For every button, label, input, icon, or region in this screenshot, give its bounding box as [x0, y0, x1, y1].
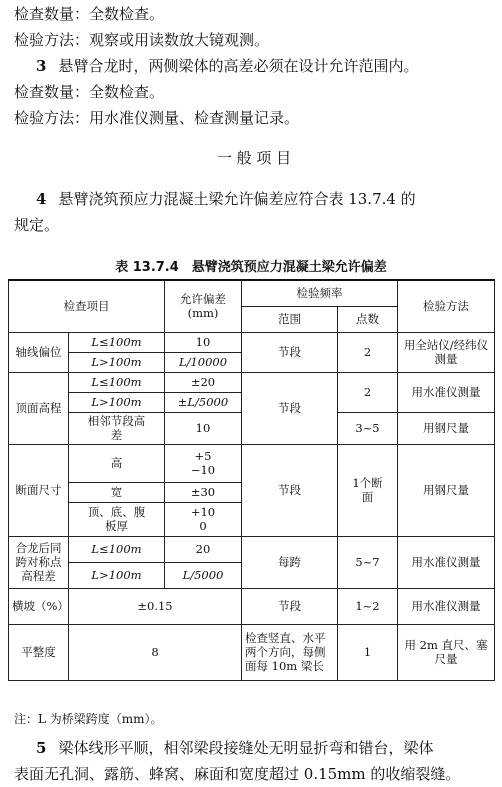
- row-points: 5~7: [338, 536, 398, 588]
- row-value: 20: [165, 536, 242, 562]
- item-number: 3: [36, 57, 47, 75]
- row-condition: L≤100m: [69, 536, 165, 562]
- table-header-row: [9, 280, 495, 306]
- table-row: [9, 536, 495, 562]
- header-method: 检验方法: [398, 280, 495, 332]
- text-line: 检查数量：全数检查。: [14, 5, 165, 23]
- header-tolerance: 允许偏差 (mm): [165, 280, 242, 332]
- row-condition: L≤100m: [69, 372, 165, 392]
- row-value: L/10000: [165, 352, 242, 372]
- row-method: 用水准仪测量: [398, 536, 495, 588]
- row-points: 1: [338, 624, 398, 680]
- text-line: 表面无孔洞、露筋、蜂窝、麻面和宽度超过 0.15mm 的收缩裂缝。: [14, 765, 461, 783]
- text-line: 检查数量：全数检查。: [14, 83, 165, 101]
- table-note: 注：L 为桥梁跨度（mm）。: [14, 712, 163, 726]
- header-item: 检查项目: [9, 280, 165, 332]
- row-value: +5 −10: [165, 444, 242, 482]
- item-number: 5: [36, 739, 47, 757]
- row-condition: 高: [69, 444, 165, 482]
- row-condition: 宽: [69, 482, 165, 502]
- row-scope: 节段: [242, 332, 338, 372]
- row-method: 用全站仪/经纬仪测量: [398, 332, 495, 372]
- table-row: [9, 588, 495, 624]
- row-value: ±0.15: [69, 588, 242, 624]
- row-method: 用水准仪测量: [398, 372, 495, 412]
- row-condition: L>100m: [69, 392, 165, 412]
- text-line: [14, 738, 494, 758]
- text-line: [14, 56, 494, 76]
- row-name: 平整度: [9, 624, 69, 680]
- row-condition: L≤100m: [69, 332, 165, 352]
- text-line: [14, 189, 494, 209]
- header-points: 点数: [338, 306, 398, 332]
- row-value: 10: [165, 412, 242, 444]
- row-name: 横坡（%）: [9, 588, 69, 624]
- row-method: 用钢尺量: [398, 444, 495, 536]
- row-value: +10 0: [165, 502, 242, 536]
- row-condition: 顶、底、腹板厚: [69, 502, 165, 536]
- table-row: [9, 372, 495, 392]
- row-value: L/5000: [165, 562, 242, 588]
- table-row: [9, 624, 495, 680]
- text-line: 检验方法：用水准仪测量、检查测量记录。: [14, 109, 300, 127]
- section-heading: 一 般 项 目: [216, 149, 292, 167]
- row-points: 1个断面: [338, 444, 398, 536]
- item-text: 悬臂合龙时，两侧梁体的高差必须在设计允许范围内。: [58, 57, 419, 75]
- table-row: [9, 332, 495, 352]
- row-points: 3~5: [338, 412, 398, 444]
- row-method: 用 2m 直尺、塞尺量: [398, 624, 495, 680]
- row-method: 用水准仪测量: [398, 588, 495, 624]
- row-scope: 检查竖直、水平两个方向，每侧面每 10m 梁长: [242, 624, 338, 680]
- row-condition: 相邻节段高差: [69, 412, 165, 444]
- item-number: 4: [36, 190, 47, 208]
- row-name: 断面尺寸: [9, 444, 69, 536]
- table-row: [9, 444, 495, 482]
- text-line: 规定。: [14, 216, 60, 234]
- row-condition: L>100m: [69, 352, 165, 372]
- row-value: ±30: [165, 482, 242, 502]
- row-points: 2: [338, 332, 398, 372]
- row-method: 用钢尺量: [398, 412, 495, 444]
- row-points: 1~2: [338, 588, 398, 624]
- table-caption: 表 13.7.4 悬臂浇筑预应力混凝土梁允许偏差: [115, 260, 387, 275]
- header-freq: 检验频率: [242, 280, 398, 306]
- text-line: 检验方法：观察或用读数放大镜观测。: [14, 31, 270, 49]
- item-text: 梁体线形平顺，相邻梁段接缝处无明显折弯和错台，梁体: [58, 739, 434, 757]
- item-text: 悬臂浇筑预应力混凝土梁允许偏差应符合表 13.7.4 的: [58, 190, 416, 208]
- row-value: 10: [165, 332, 242, 352]
- header-scope: 范围: [242, 306, 338, 332]
- row-value: 8: [69, 624, 242, 680]
- row-name: 合龙后同跨对称点高程差: [9, 536, 69, 588]
- row-value: ±L/5000: [165, 392, 242, 412]
- row-scope: 每跨: [242, 536, 338, 588]
- tolerance-table: [8, 279, 495, 681]
- row-name: 轴线偏位: [9, 332, 69, 372]
- row-condition: L>100m: [69, 562, 165, 588]
- row-scope: 节段: [242, 372, 338, 444]
- row-scope: 节段: [242, 588, 338, 624]
- row-value: ±20: [165, 372, 242, 392]
- row-points: 2: [338, 372, 398, 412]
- row-name: 顶面高程: [9, 372, 69, 444]
- row-scope: 节段: [242, 444, 338, 536]
